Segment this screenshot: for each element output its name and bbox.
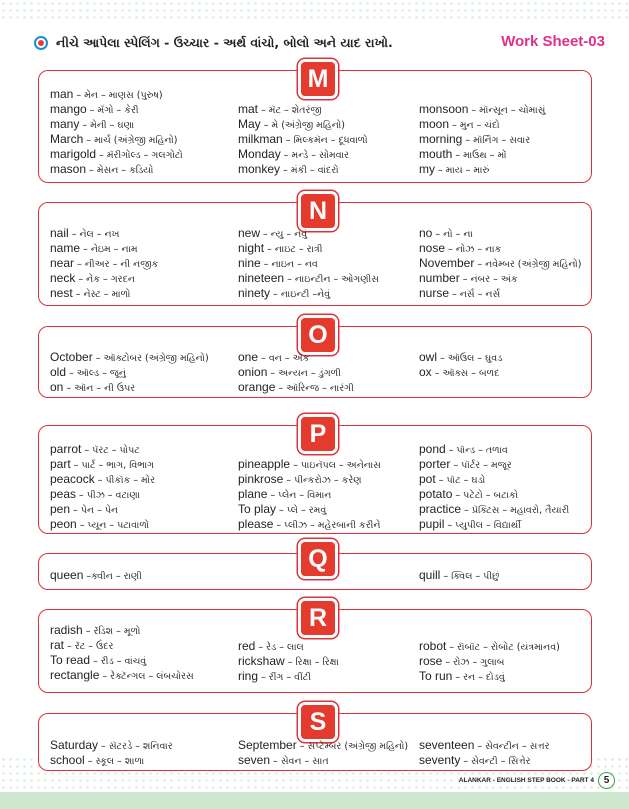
word-entry bbox=[419, 738, 550, 753]
pronunciation-meaning: – નોઝ – નાક bbox=[445, 244, 502, 255]
english-word: old bbox=[50, 365, 67, 379]
english-word: rickshaw bbox=[238, 654, 285, 668]
english-word: pot bbox=[419, 472, 436, 486]
english-word: peas bbox=[50, 487, 77, 501]
english-word: plane bbox=[238, 487, 268, 501]
instruction-text: નીચે આપેલા સ્પેલિંગ - ઉચ્ચાર - અર્થ વાંચો, બોલો અને યાદ રાખો. bbox=[56, 35, 393, 50]
english-word: morning bbox=[419, 132, 463, 146]
word-entry bbox=[50, 241, 158, 256]
column-1 bbox=[50, 87, 183, 177]
pronunciation-meaning: – મૉર્નિંગ – સવાર bbox=[462, 135, 531, 146]
section-n bbox=[38, 196, 592, 306]
word-entry bbox=[50, 442, 155, 457]
pronunciation-meaning: – સેવન – સાત bbox=[270, 756, 329, 767]
word-entry bbox=[419, 256, 582, 271]
letter-badge-q: Q bbox=[298, 539, 338, 579]
word-entry bbox=[419, 365, 502, 380]
english-word: pinkrose bbox=[238, 472, 284, 486]
english-word: pupil bbox=[419, 517, 445, 531]
word-entry bbox=[419, 117, 545, 132]
pronunciation-meaning: – પ્રૅક્ટિસ – મહાવરો, તૈયારી bbox=[461, 505, 570, 516]
english-word: school bbox=[50, 753, 85, 767]
word-entry bbox=[238, 241, 379, 256]
worksheet-title: Work Sheet-03 bbox=[501, 33, 605, 50]
pronunciation-meaning: – સેવન્ટીન – સત્તર bbox=[474, 741, 550, 752]
letter-badge-r: R bbox=[298, 598, 338, 638]
english-word: seven bbox=[238, 753, 271, 767]
english-word: queen bbox=[50, 568, 84, 582]
column-3 bbox=[419, 226, 582, 301]
pronunciation-meaning: – ઑક્સ – બળદ bbox=[431, 368, 500, 379]
word-entry bbox=[419, 350, 502, 365]
section-r bbox=[38, 603, 592, 693]
column-2 bbox=[238, 350, 354, 395]
pronunciation-meaning: – પૉન્ડ – તળાવ bbox=[445, 445, 508, 456]
word-entry bbox=[238, 132, 368, 147]
pronunciation-meaning: – રેડ – લાલ bbox=[255, 642, 304, 653]
pronunciation-meaning: – નેઇમ – નામ bbox=[80, 244, 138, 255]
word-entry bbox=[419, 472, 569, 487]
word-entry bbox=[50, 517, 155, 532]
word-entry bbox=[50, 568, 142, 583]
english-word: owl bbox=[419, 350, 438, 364]
pronunciation-meaning: – નાઇન – નવ bbox=[260, 259, 318, 270]
english-word: marigold bbox=[50, 147, 97, 161]
letter-badge-n: N bbox=[298, 191, 338, 231]
letter-badge-s: S bbox=[298, 702, 338, 742]
word-entry bbox=[238, 117, 368, 132]
pronunciation-meaning: – નેક – ગરદન bbox=[75, 274, 135, 285]
english-word: pond bbox=[419, 442, 446, 456]
word-entry bbox=[238, 738, 408, 753]
pronunciation-meaning: – રૅડિશ – મૂળો bbox=[82, 626, 141, 637]
english-word: night bbox=[238, 241, 265, 255]
pronunciation-meaning: – નાઇન્ટીન – ઓગણીસ bbox=[284, 274, 379, 285]
pronunciation-meaning: – ઑક્ટોબર (અંગ્રેજી મહિનો) bbox=[92, 353, 209, 364]
english-word: porter bbox=[419, 457, 451, 471]
column-1 bbox=[50, 738, 173, 768]
word-entry bbox=[50, 286, 158, 301]
pronunciation-meaning: – પૅરટ – પોપટ bbox=[81, 445, 140, 456]
word-entry bbox=[238, 654, 339, 669]
pronunciation-meaning: – પ્લે – રમવું bbox=[276, 505, 327, 516]
pronunciation-meaning: – પૉર્ટર – મજૂર bbox=[450, 460, 512, 471]
word-entry bbox=[419, 147, 545, 162]
pronunciation-meaning: – મંકી – વાંદરો bbox=[280, 165, 339, 176]
word-entry bbox=[50, 738, 173, 753]
word-entry bbox=[238, 517, 381, 532]
english-word: peacock bbox=[50, 472, 95, 486]
english-word: To read bbox=[50, 653, 91, 667]
instruction-header bbox=[34, 31, 393, 55]
word-entry bbox=[238, 226, 379, 241]
word-entry bbox=[238, 102, 368, 117]
word-entry bbox=[419, 517, 569, 532]
word-entry bbox=[50, 102, 183, 117]
english-word: parrot bbox=[50, 442, 82, 456]
pronunciation-meaning: – મેન – માણસ (પુરુષ) bbox=[73, 90, 163, 101]
english-word: To play bbox=[238, 502, 277, 516]
pronunciation-meaning: – નાઇન્ટી –નેવું bbox=[270, 289, 331, 300]
pronunciation-meaning: – નવેમ્બર (અંગ્રેજી મહિનો) bbox=[474, 259, 582, 270]
word-entry bbox=[238, 502, 381, 517]
pronunciation-meaning: – મૅટ – શેતરંજી bbox=[258, 105, 322, 116]
pronunciation-meaning: – પાર્ટ – ભાગ, વિભાગ bbox=[70, 460, 155, 471]
word-entry bbox=[419, 568, 499, 583]
pronunciation-meaning: – મેસન – કડિયો bbox=[86, 165, 154, 176]
word-entry bbox=[419, 457, 569, 472]
pronunciation-meaning: – સ્કૂલ – શાળા bbox=[84, 756, 145, 767]
word-entry bbox=[419, 487, 569, 502]
pronunciation-meaning: – રીડ – વાંચવું bbox=[90, 656, 147, 667]
pronunciation-meaning: – ઑઉલ – ઘુવડ bbox=[437, 353, 503, 364]
word-entry bbox=[419, 102, 545, 117]
pronunciation-meaning: – નાઇટ – રાત્રી bbox=[264, 244, 323, 255]
pronunciation-meaning: – પટેટો – બટાકો bbox=[452, 490, 519, 501]
word-entry bbox=[238, 350, 354, 365]
pronunciation-meaning: – નીઅર – ની નજીક bbox=[74, 259, 159, 270]
pronunciation-meaning: – માર્ચ (અંગ્રેજી મહિનો) bbox=[83, 135, 178, 146]
word-entry bbox=[419, 442, 569, 457]
word-entry bbox=[50, 87, 183, 102]
word-entry bbox=[50, 668, 194, 683]
pronunciation-meaning: – નેસ્ટ – માળો bbox=[72, 289, 131, 300]
word-entry bbox=[50, 753, 173, 768]
english-word: November bbox=[419, 256, 475, 270]
pronunciation-meaning: – ઑલ્ડ – જૂનું bbox=[66, 368, 126, 379]
english-word: To run bbox=[419, 669, 453, 683]
word-entry bbox=[419, 132, 545, 147]
pronunciation-meaning: – રન – દોડવું bbox=[452, 672, 505, 683]
english-word: May bbox=[238, 117, 261, 131]
pronunciation-meaning: – નર્સ – નર્સ bbox=[449, 289, 501, 300]
english-word: neck bbox=[50, 271, 76, 285]
pronunciation-meaning: –ક્વીન – રાણી bbox=[83, 571, 142, 582]
word-entry bbox=[419, 639, 560, 654]
column-2 bbox=[238, 457, 381, 532]
word-entry bbox=[238, 256, 379, 271]
english-word: monkey bbox=[238, 162, 281, 176]
column-1 bbox=[50, 226, 158, 301]
word-entry bbox=[50, 623, 194, 638]
column-2 bbox=[238, 639, 339, 684]
english-word: nest bbox=[50, 286, 73, 300]
column-3 bbox=[419, 350, 502, 380]
english-word: milkman bbox=[238, 132, 283, 146]
column-1 bbox=[50, 350, 209, 395]
english-word: potato bbox=[419, 487, 453, 501]
word-entry bbox=[50, 147, 183, 162]
word-entry bbox=[238, 380, 354, 395]
word-entry bbox=[50, 457, 155, 472]
english-word: radish bbox=[50, 623, 83, 637]
word-entry bbox=[50, 653, 194, 668]
word-entry bbox=[238, 147, 368, 162]
english-word: my bbox=[419, 162, 435, 176]
english-word: mango bbox=[50, 102, 87, 116]
word-entry bbox=[419, 162, 545, 177]
pronunciation-meaning: – માય – મારું bbox=[435, 165, 490, 176]
target-bullet-icon bbox=[34, 36, 48, 50]
english-word: onion bbox=[238, 365, 268, 379]
english-word: rectangle bbox=[50, 668, 100, 682]
column-3 bbox=[419, 738, 550, 768]
pronunciation-meaning: – સૅટરડે – શનિવાર bbox=[98, 741, 173, 752]
pronunciation-meaning: – માઉથ – મોં bbox=[452, 150, 507, 161]
word-entry bbox=[50, 502, 155, 517]
pronunciation-meaning: – નંબર – અંક bbox=[459, 274, 518, 285]
word-entry bbox=[419, 669, 560, 684]
english-word: robot bbox=[419, 639, 447, 653]
pronunciation-meaning: – ન્યુ – નવું bbox=[260, 229, 308, 240]
column-2 bbox=[238, 738, 408, 768]
english-word: one bbox=[238, 350, 259, 364]
section-s bbox=[38, 707, 592, 771]
word-entry bbox=[238, 162, 368, 177]
word-entry bbox=[50, 117, 183, 132]
word-entry bbox=[50, 162, 183, 177]
word-entry bbox=[50, 226, 158, 241]
english-word: on bbox=[50, 380, 64, 394]
pronunciation-meaning: – પીન્કરોઝ – કરેણ bbox=[283, 475, 362, 486]
pronunciation-meaning: – મૅરીગોલ્ડ – ગલગોટો bbox=[96, 150, 183, 161]
english-word: nine bbox=[238, 256, 261, 270]
english-word: monsoon bbox=[419, 102, 469, 116]
section-p bbox=[38, 419, 592, 534]
english-word: ninety bbox=[238, 286, 271, 300]
pronunciation-meaning: – નેલ – નખ bbox=[68, 229, 120, 240]
english-word: moon bbox=[419, 117, 450, 131]
word-entry bbox=[238, 669, 339, 684]
pronunciation-meaning: – પ્યૂન – પટાવાળો bbox=[76, 520, 150, 531]
pronunciation-meaning: – નો – ના bbox=[432, 229, 473, 240]
english-word: new bbox=[238, 226, 261, 240]
english-word: ox bbox=[419, 365, 432, 379]
section-m bbox=[38, 64, 592, 183]
word-entry bbox=[50, 380, 209, 395]
word-entry bbox=[419, 502, 569, 517]
word-entry bbox=[238, 286, 379, 301]
english-word: pineapple bbox=[238, 457, 291, 471]
english-word: man bbox=[50, 87, 74, 101]
english-word: please bbox=[238, 517, 274, 531]
bottom-band bbox=[0, 792, 629, 809]
letter-badge-p: P bbox=[298, 414, 338, 454]
word-entry bbox=[419, 753, 550, 768]
word-entry bbox=[238, 753, 408, 768]
pronunciation-meaning: – ઑન – ની ઉપર bbox=[63, 383, 136, 394]
pronunciation-meaning: – પ્યુપીલ – વિદ્યાર્થી bbox=[444, 520, 521, 531]
english-word: ring bbox=[238, 669, 259, 683]
pronunciation-meaning: – મન્ડે – સોમવાર bbox=[280, 150, 349, 161]
english-word: quill bbox=[419, 568, 441, 582]
column-2 bbox=[238, 226, 379, 301]
page-number: 5 bbox=[598, 772, 615, 789]
column-3 bbox=[419, 442, 569, 532]
column-1 bbox=[50, 623, 194, 683]
english-word: rose bbox=[419, 654, 443, 668]
word-entry bbox=[238, 472, 381, 487]
word-entry bbox=[50, 638, 194, 653]
section-o bbox=[38, 320, 592, 398]
book-title: ALANKAR - ENGLISH STEP BOOK - PART 4 bbox=[458, 777, 594, 784]
pronunciation-meaning: – રોઝ – ગુલાબ bbox=[442, 657, 505, 668]
pronunciation-meaning: – સપ્ટેમ્બર (અંગ્રેજી મહિનો) bbox=[296, 741, 409, 752]
word-entry bbox=[50, 271, 158, 286]
pronunciation-meaning: – મિલ્કમૅન – દૂધવાળો bbox=[282, 135, 368, 146]
letter-badge-m: M bbox=[298, 59, 338, 99]
english-word: Monday bbox=[238, 147, 281, 161]
english-word: mason bbox=[50, 162, 87, 176]
english-word: peon bbox=[50, 517, 77, 531]
word-entry bbox=[238, 271, 379, 286]
pronunciation-meaning: – રૉબૉટ – રોબોટ (યંત્રમાનવ) bbox=[446, 642, 560, 653]
english-word: October bbox=[50, 350, 93, 364]
word-entry bbox=[238, 487, 381, 502]
pronunciation-meaning: – મેની – ઘણા bbox=[79, 120, 135, 131]
english-word: nail bbox=[50, 226, 69, 240]
english-word: part bbox=[50, 457, 71, 471]
word-entry bbox=[50, 487, 155, 502]
word-entry bbox=[50, 256, 158, 271]
word-entry bbox=[238, 639, 339, 654]
word-entry bbox=[50, 472, 155, 487]
pronunciation-meaning: – પેન – પેન bbox=[70, 505, 119, 516]
english-word: seventy bbox=[419, 753, 461, 767]
word-entry bbox=[419, 654, 560, 669]
english-word: pen bbox=[50, 502, 71, 516]
pronunciation-meaning: – રૅટ – ઉંદર bbox=[64, 641, 114, 652]
word-entry bbox=[419, 286, 582, 301]
english-word: nose bbox=[419, 241, 446, 255]
english-word: practice bbox=[419, 502, 462, 516]
column-2 bbox=[238, 102, 368, 177]
word-entry bbox=[419, 226, 582, 241]
english-word: orange bbox=[238, 380, 276, 394]
column-3 bbox=[419, 568, 499, 583]
english-word: number bbox=[419, 271, 460, 285]
pronunciation-meaning: – પીકૉક – મોર bbox=[94, 475, 156, 486]
pronunciation-meaning: – ક્વિલ – પીછું bbox=[440, 571, 500, 582]
word-entry bbox=[419, 241, 582, 256]
pronunciation-meaning: – પ્લેન – વિમાન bbox=[267, 490, 332, 501]
pronunciation-meaning: – પાઇનૅપલ – અનેનાસ bbox=[290, 460, 381, 471]
english-word: March bbox=[50, 132, 84, 146]
column-1 bbox=[50, 442, 155, 532]
column-3 bbox=[419, 102, 545, 177]
pronunciation-meaning: – પીઝ – વટાણા bbox=[76, 490, 140, 501]
pronunciation-meaning: – ઑરિન્જ – નારંગી bbox=[275, 383, 354, 394]
english-word: red bbox=[238, 639, 256, 653]
english-word: mat bbox=[238, 102, 259, 116]
top-dot-pattern bbox=[0, 0, 629, 22]
english-word: no bbox=[419, 226, 433, 240]
word-entry bbox=[419, 271, 582, 286]
pronunciation-meaning: – વન – એક bbox=[258, 353, 310, 364]
pronunciation-meaning: – મૉન્સૂન – ચોમાસું bbox=[468, 105, 546, 116]
english-word: September bbox=[238, 738, 297, 752]
column-3 bbox=[419, 639, 560, 684]
pronunciation-meaning: – અન્યન – ડુંગળી bbox=[267, 368, 341, 379]
pronunciation-meaning: – રીંગ – વીંટી bbox=[258, 672, 312, 683]
word-entry bbox=[50, 132, 183, 147]
pronunciation-meaning: – મૅંગો – કેરી bbox=[86, 105, 139, 116]
word-entry bbox=[50, 365, 209, 380]
section-q bbox=[38, 544, 592, 590]
word-entry bbox=[238, 457, 381, 472]
english-word: many bbox=[50, 117, 80, 131]
english-word: nurse bbox=[419, 286, 450, 300]
english-word: nineteen bbox=[238, 271, 285, 285]
column-1 bbox=[50, 568, 142, 583]
english-word: mouth bbox=[419, 147, 453, 161]
pronunciation-meaning: – મુન – ચંદો bbox=[449, 120, 500, 131]
english-word: Saturday bbox=[50, 738, 99, 752]
letter-badge-o: O bbox=[298, 315, 338, 355]
word-entry bbox=[50, 350, 209, 365]
pronunciation-meaning: – રિક્ષા – રિક્ષા bbox=[284, 657, 339, 668]
english-word: name bbox=[50, 241, 81, 255]
english-word: near bbox=[50, 256, 75, 270]
word-entry bbox=[238, 365, 354, 380]
pronunciation-meaning: – પ્લીઝ – મહેરબાની કરીને bbox=[273, 520, 381, 531]
pronunciation-meaning: – મે (અંગ્રેજી મહિનો) bbox=[260, 120, 345, 131]
english-word: rat bbox=[50, 638, 65, 652]
pronunciation-meaning: – રેક્ટૅન્ગલ – લંબચોરસ bbox=[99, 671, 194, 682]
pronunciation-meaning: – સેવન્ટી – સિત્તેર bbox=[460, 756, 531, 767]
page-footer bbox=[459, 772, 615, 789]
pronunciation-meaning: – પૉટ – ઘડો bbox=[435, 475, 486, 486]
english-word: seventeen bbox=[419, 738, 475, 752]
